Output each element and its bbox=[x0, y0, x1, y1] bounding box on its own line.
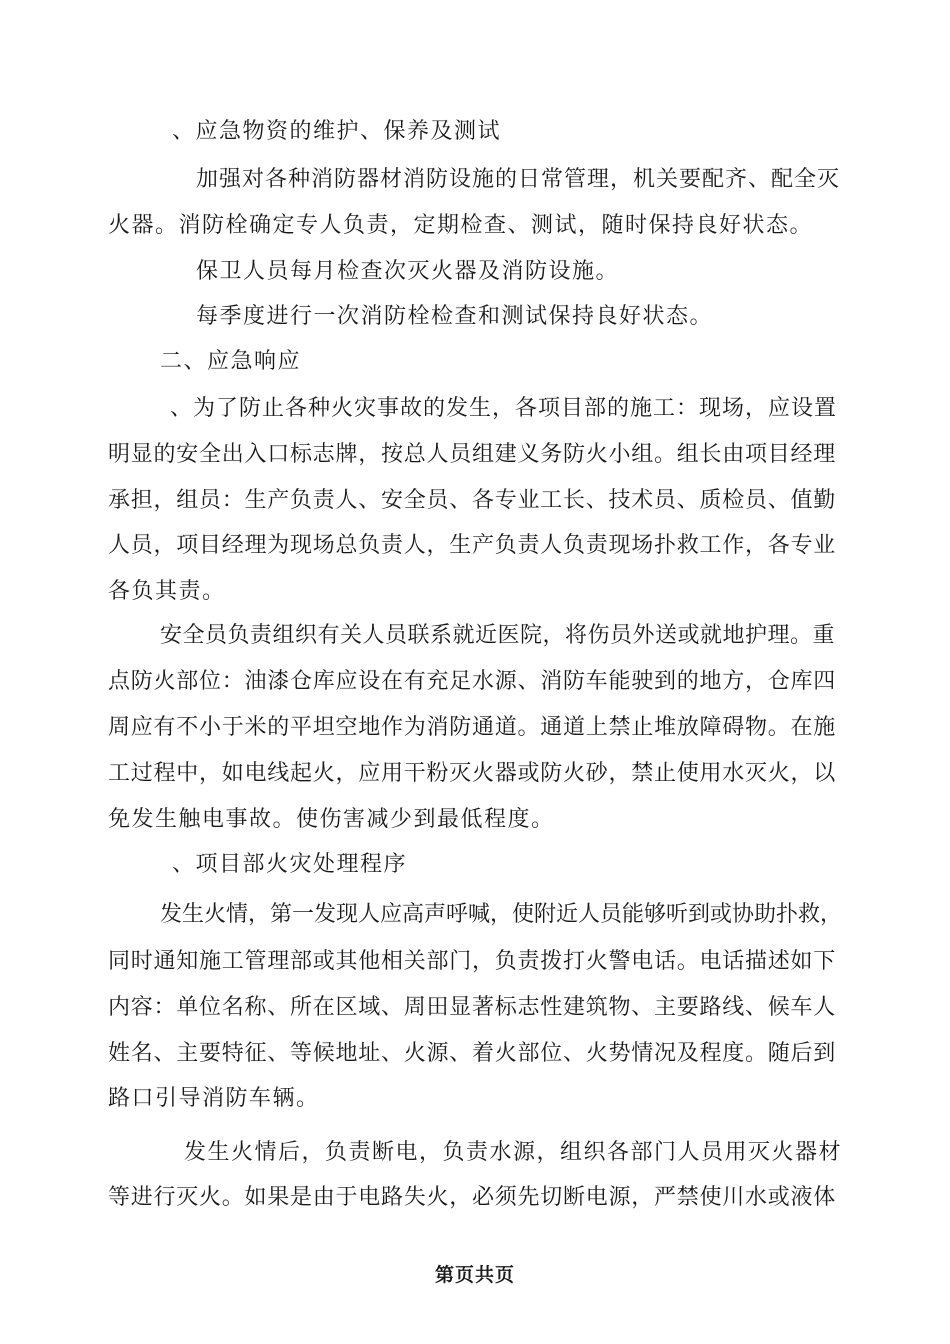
text-line: 保卫人员每月检查次灭火器及消防设施。 bbox=[196, 259, 620, 284]
text-line: 姓名、主要特征、等候地址、火源、着火部位、火势情况及程度。随后到 bbox=[108, 1041, 837, 1066]
text-line: 内容：单位名称、所在区域、周田显著标志性建筑物、主要路线、候车人 bbox=[108, 995, 837, 1020]
text-line: 路口引导消防车辆。 bbox=[108, 1086, 320, 1111]
text-line: 等进行灭火。如果是由于电路失火，必须先切断电源，严禁使川水或液体 bbox=[108, 1185, 837, 1210]
text-line: 、应急物资的维护、保养及测试 bbox=[172, 119, 502, 144]
text-line: 发生火情后，负责断电，负责水源，组织各部门人员用灭火器材 bbox=[184, 1140, 843, 1165]
text-line: 点防火部位：油漆仓库应设在有充足水源、消防车能驶到的地方，仓库四 bbox=[108, 669, 837, 694]
text-line: 加强对各种消防器材消防设施的日常管理，机关要配齐、配全灭 bbox=[196, 167, 841, 192]
section-heading: 二、应急响应 bbox=[160, 349, 302, 374]
text-line: 每季度进行一次消防栓检查和测试保持良好状态。 bbox=[196, 304, 714, 329]
text-line: 各负其责。 bbox=[108, 579, 226, 604]
text-line: 工过程中，如电线起火，应用干粉灭火器或防火砂，禁止使用水灭火，以 bbox=[108, 761, 837, 786]
text-line: 发生火情，第一发现人应高声呼喊，使附近人员能够听到或协助扑救， bbox=[160, 902, 843, 927]
text-line: 人员，项目经理为现场总负责人，生产负责人负责现场扑救工作，各专业 bbox=[108, 533, 837, 558]
text-line: 明显的安全出入口标志牌，按总人员组建义务防火小组。组长由项目经理 bbox=[108, 442, 837, 467]
text-line: 周应有不小于米的平坦空地作为消防通道。通道上禁止堆放障碍物。在施 bbox=[108, 715, 837, 740]
text-line: 同时通知施工管理部或其他相关部门，负责拨打火警电话。电话描述如下 bbox=[108, 949, 837, 974]
text-line: 、项目部火灾处理程序 bbox=[172, 852, 408, 877]
text-line: 、为了防止各种火灾事故的发生，各项目部的施工：现场，应设置 bbox=[170, 396, 838, 421]
text-line: 免发生触电事故。使伤害减少到最低程度。 bbox=[108, 807, 555, 832]
text-line: 火器。消防栓确定专人负责，定期检查、测试，随时保持良好状态。 bbox=[108, 213, 814, 238]
text-line: 安全员负责组织有关人员联系就近医院，将伤员外送或就地护理。重 bbox=[160, 623, 836, 648]
page-footer: 第页共页 bbox=[434, 1264, 515, 1286]
text-line: 承担，组员：生产负责人、安全员、各专业工长、技术员、质检员、值勤 bbox=[108, 488, 837, 513]
